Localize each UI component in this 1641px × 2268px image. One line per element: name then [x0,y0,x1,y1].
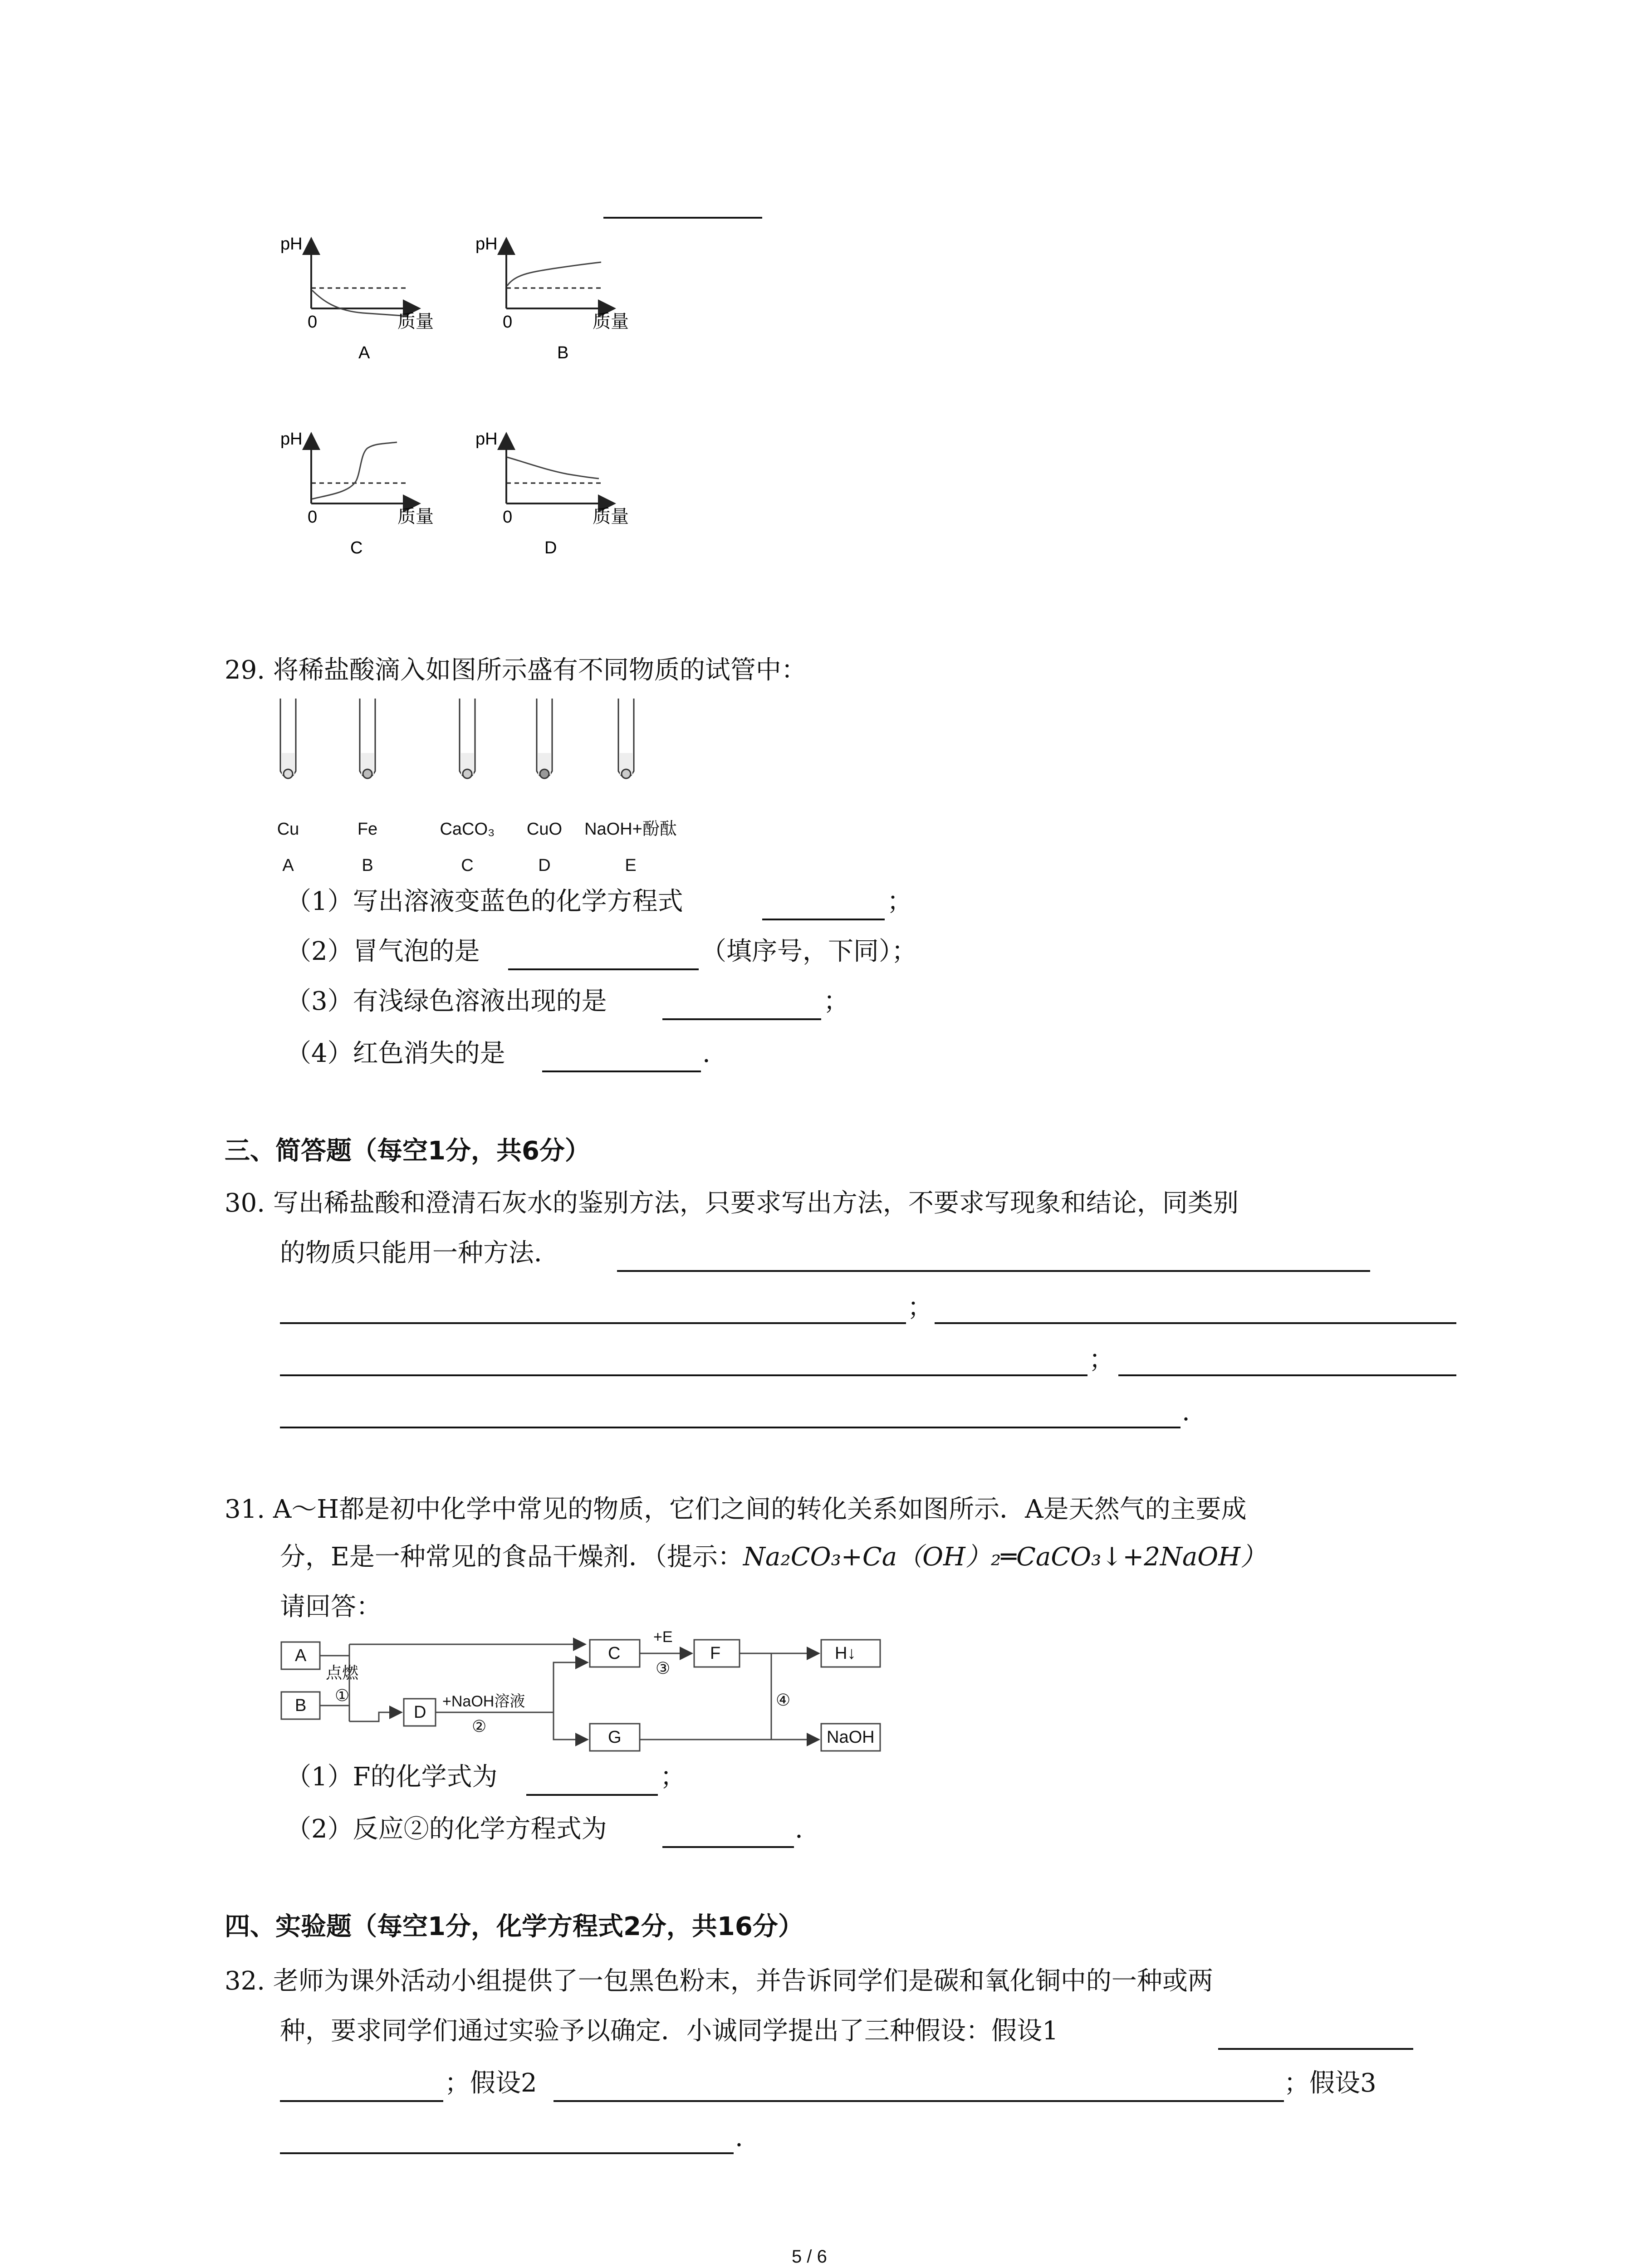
answer-blank[interactable] [1118,1374,1456,1376]
svg-text:D: D [538,856,551,875]
reaction-3-label: +E [653,1628,673,1646]
q31-item-2: （2）反应②的化学方程式为 [286,1814,607,1844]
ph-graph-origin: 0 [503,313,513,332]
answer-blank[interactable] [617,1270,1370,1272]
box-a: A [295,1646,307,1665]
section-4-title: 四、实验题（每空1分，化学方程式2分，共16分） [225,1912,803,1941]
q29-stem: 29. 将稀盐酸滴入如图所示盛有不同物质的试管中： [225,655,807,685]
ph-graph-origin: 0 [503,508,513,527]
svg-text:Fe: Fe [357,820,378,839]
q29-item-3: （3）有浅绿色溶液出现的是 [286,987,607,1016]
svg-text:Cu: Cu [277,820,299,839]
q30-line-1: 30. 写出稀盐酸和澄清石灰水的鉴别方法，只要求写出方法，不要求写现象和结论，同类别 [225,1188,1239,1218]
tube-label-a [277,820,299,875]
reaction-2-num: ② [472,1717,487,1735]
ph-graph-a [280,235,434,362]
svg-text:B: B [362,856,373,875]
svg-text:E: E [625,856,637,875]
answer-blank[interactable] [662,1846,794,1848]
ph-graph-xlabel: 质量 [397,312,434,332]
section-3-title: 三、简答题（每空1分，共6分） [225,1136,590,1166]
svg-text:CaCO₃: CaCO₃ [440,820,495,839]
svg-text:C: C [461,856,474,875]
tube-label-e [584,820,677,875]
ph-graph-ylabel: pH [475,430,498,449]
ph-graph-xlabel: 质量 [593,312,629,332]
ph-graph-letter: B [557,343,569,362]
q31-line-2: 分，E是一种常见的食品干燥剂．（提示：Na₂CO₃+Ca（OH）₂═CaCO₃↓+2NaOH） [280,1542,1266,1572]
box-g: G [608,1728,622,1747]
q29-item-2: （2）冒气泡的是 [286,937,480,966]
box-d: D [414,1703,426,1722]
answer-blank[interactable] [280,1374,1087,1376]
answer-blank[interactable] [280,2100,443,2102]
ph-graph-origin: 0 [308,508,318,527]
q29-item-4: （4）红色消失的是 [286,1039,505,1068]
answer-blank[interactable] [542,1070,701,1072]
box-h: H↓ [835,1644,856,1663]
answer-blank[interactable] [280,1322,906,1324]
q32-end: . [735,2123,743,2152]
q32-assume-2: ；假设2 [445,2068,537,2098]
q31-line-1: 31. A～H都是初中化学中常见的物质，它们之间的转化关系如图所示．A是天然气的主要成 [225,1495,1247,1524]
answer-blank[interactable] [554,2100,1284,2102]
ph-graph-xlabel: 质量 [397,507,434,527]
ph-graph-origin: 0 [308,313,318,332]
answer-blank [603,217,762,219]
answer-blank[interactable] [508,968,699,970]
ph-graph-ylabel: pH [475,235,498,254]
svg-text:A: A [282,856,294,875]
answer-blank[interactable] [526,1794,658,1796]
box-f: F [710,1644,721,1663]
q30-sep-1: ； [907,1293,933,1322]
ph-graph-letter: C [350,538,363,557]
q31-line-3: 请回答： [280,1592,382,1622]
ph-graph-ylabel: pH [280,430,303,449]
tube-label-c [440,820,495,875]
answer-blank[interactable] [1218,2048,1413,2050]
answer-blank[interactable] [280,2152,734,2154]
conversion-diagram [272,1628,907,1774]
reaction-1-num: ① [335,1686,350,1705]
test-tubes-figure [272,694,681,885]
ph-graph-letter: D [544,538,557,557]
tube-label-d [527,820,562,875]
ph-graph-b [475,235,629,362]
test-tube-c [460,699,475,778]
test-tube-d [537,699,552,778]
svg-text:NaOH+酚酞: NaOH+酚酞 [584,820,677,839]
reaction-4-num: ④ [776,1691,791,1709]
svg-text:CuO: CuO [526,820,563,839]
ph-graph-d [475,430,629,557]
q29-item-4-post: . [702,1039,710,1068]
q32-line-2: 种，要求同学们通过实验予以确定．小诚同学提出了三种假设：假设1 [280,2016,1058,2046]
box-b: B [295,1696,307,1715]
test-tube-a [280,699,296,778]
q31-item-1-post: ； [660,1762,686,1792]
q29-item-1-post: ； [887,887,912,916]
q29-item-2-post: （填序号，下同）； [701,937,917,966]
test-tube-e [618,699,634,778]
q32-assume-3: ；假设3 [1284,2068,1376,2098]
reaction-3-num: ③ [656,1659,671,1677]
box-naoh: NaOH [827,1728,875,1747]
q32-line-1: 32. 老师为课外活动小组提供了一包黑色粉末，并告诉同学们是碳和氧化铜中的一种或两 [225,1966,1213,1996]
answer-blank[interactable] [662,1018,821,1020]
answer-blank[interactable] [935,1322,1456,1324]
q31-item-2-post: . [795,1814,803,1844]
answer-blank[interactable] [280,1427,1181,1428]
reaction-2-label: +NaOH溶液 [442,1693,525,1710]
ph-graph-ylabel: pH [280,235,303,254]
q30-line-2: 的物质只能用一种方法． [280,1238,559,1268]
q29-item-3-post: ； [823,987,849,1016]
ph-graph-c [280,430,434,557]
page-number: 5 / 6 [792,2247,827,2267]
q29-item-1: （1）写出溶液变蓝色的化学方程式 [286,887,683,916]
test-tube-b [360,699,375,778]
answer-blank[interactable] [762,919,885,920]
q31-item-1: （1）F的化学式为 [286,1762,498,1792]
q30-end: . [1182,1397,1190,1427]
q30-sep-2: ； [1089,1345,1114,1374]
ph-graph-xlabel: 质量 [593,507,629,527]
ph-graph-letter: A [358,343,370,362]
tube-label-b [358,820,377,875]
ph-graphs-figure [272,227,644,612]
reaction-1-label: 点燃 [326,1663,359,1682]
box-c: C [608,1644,621,1663]
